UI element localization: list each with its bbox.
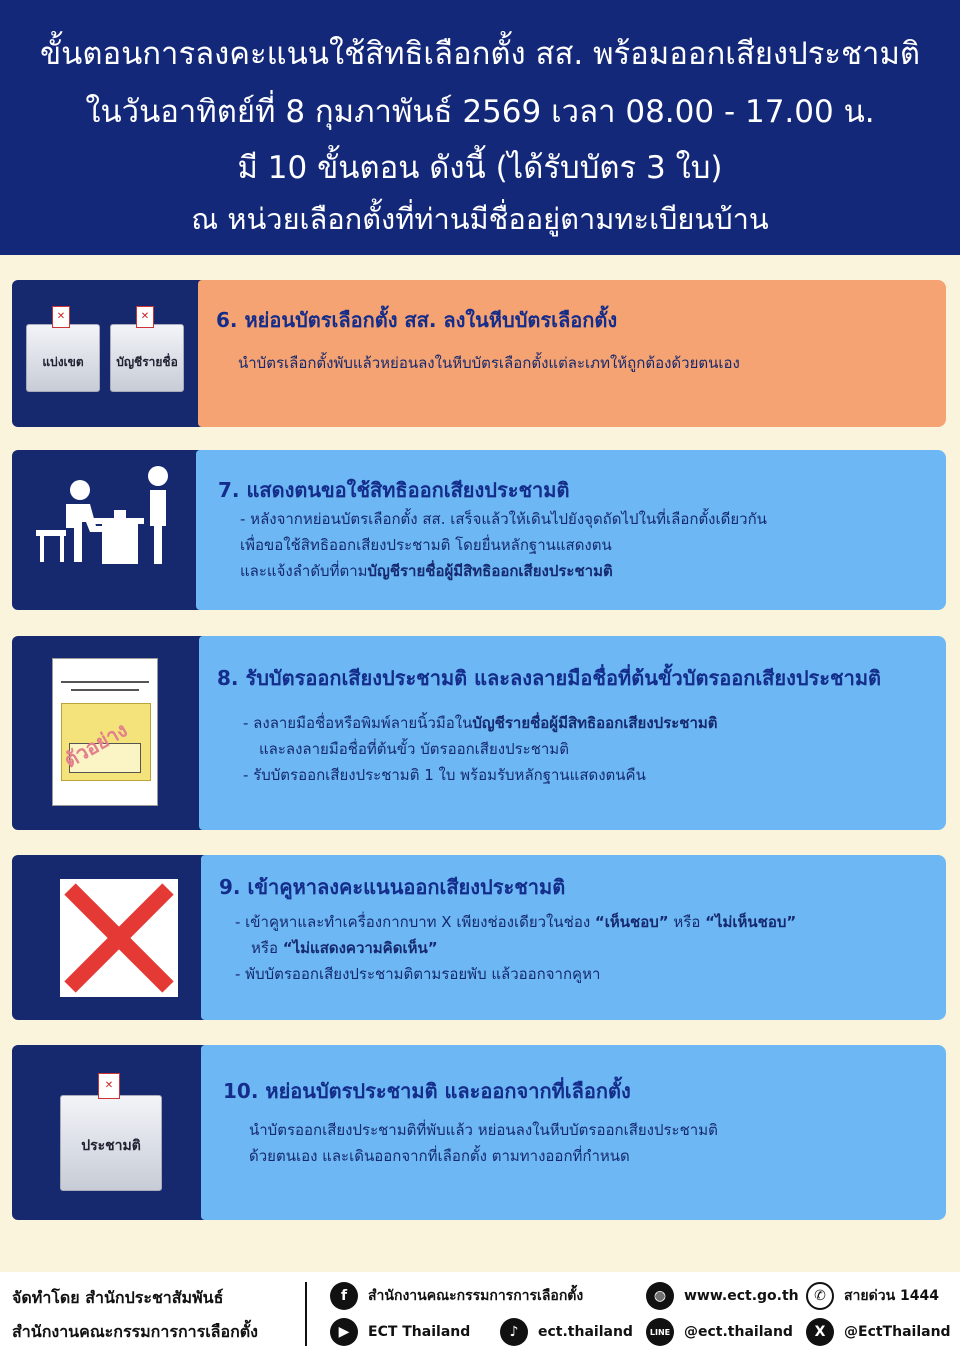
ballot-box-label-referendum: ประชามติ: [81, 1138, 141, 1155]
hotline-label: สายด่วน 1444: [844, 1288, 939, 1304]
step-10-icon-panel: [12, 1045, 212, 1220]
line-icon: LINE: [646, 1318, 674, 1346]
globe-icon: ◍: [646, 1282, 674, 1310]
step-7-body-3-bold: บัญชีรายชื่อผู้มีสิทธิออกเสียงประชามติ: [367, 562, 613, 580]
step-7-body-1: - หลังจากหย่อนบัตรเลือกตั้ง สส. เสร็จแล้วให้เดินไปยังจุดถัดไปในที่เลือกตั้งเดียวกัน: [240, 510, 767, 528]
header-steps-count: มี 10 ขั้นตอน ดังนี้ (ได้รับบัตร 3 ใบ): [237, 150, 723, 186]
footer-divider: [305, 1282, 307, 1346]
youtube-link[interactable]: [330, 1318, 470, 1346]
step-8: [12, 636, 946, 830]
facebook-label: สำนักงานคณะกรรมการการเลือกตั้ง: [368, 1288, 584, 1304]
x-icon: X: [806, 1318, 834, 1346]
header-banner: [0, 0, 960, 255]
ballot-box-icon: [26, 324, 100, 392]
step-9-body-2-text: หรือ: [251, 939, 283, 957]
step-8-body-1: [243, 710, 718, 737]
step-10-body-2: ด้วยตนเอง และเดินออกจากที่เลือกตั้ง ตามทางออกที่กำหนด: [249, 1147, 630, 1165]
step-6-title: 6. หย่อนบัตรเลือกตั้ง สส. ลงในหีบบัตรเลือกตั้ง: [216, 308, 618, 332]
step-10-body-1: นำบัตรออกเสียงประชามติที่พับแล้ว หย่อนลงในหีบบัตรออกเสียงประชามติ: [249, 1121, 718, 1139]
hotline-link[interactable]: [806, 1282, 939, 1310]
step-8-icon-panel: [12, 636, 212, 830]
step-7-body-3: [240, 558, 613, 585]
step-9-panel: [201, 855, 946, 1020]
step-7-title: 7. แสดงตนขอใช้สิทธิออกเสียงประชามติ: [218, 478, 570, 502]
step-7-panel: [196, 450, 946, 610]
x-label: @EctThailand: [844, 1324, 951, 1340]
step-7-body-3-text: และแจ้งลำดับที่ตาม: [240, 562, 368, 580]
step-8-title: 8. รับบัตรออกเสียงประชามติ และลงลายมือชื่อที่ต้นขั้วบัตรออกเสียงประชามติ: [217, 666, 882, 690]
step-8-body-1-text: - ลงลายมือชื่อหรือพิมพ์ลายนิ้วมือใน: [243, 714, 473, 732]
cross-mark-icon: [60, 879, 178, 997]
line-label: @ect.thailand: [684, 1324, 793, 1340]
facebook-icon: f: [330, 1282, 358, 1310]
line-link[interactable]: [646, 1318, 793, 1346]
step-9-option-approve: “เห็นชอบ”: [594, 913, 669, 931]
youtube-icon: ▶: [330, 1318, 358, 1346]
voter-registration-icon: [22, 460, 202, 580]
step-9-icon-panel: [12, 855, 212, 1020]
ballot-paper-icon: ✕: [98, 1073, 120, 1099]
ballot-paper-icon: ✕: [136, 306, 154, 328]
facebook-link[interactable]: [330, 1282, 583, 1310]
step-10-panel: [201, 1045, 946, 1220]
step-7-icon-panel: [12, 450, 212, 610]
step-9-body-1: [235, 909, 796, 936]
step-8-body-2: และลงลายมือชื่อที่ต้นขั้ว บัตรออกเสียงประชามติ: [259, 740, 569, 758]
step-10-title: 10. หย่อนบัตรประชามติ และออกจากที่เลือกตั้ง: [223, 1079, 631, 1103]
step-6-body: นำบัตรเลือกตั้งพับแล้วหย่อนลงในหีบบัตรเลือกตั้งแต่ละเภทให้ถูกต้องด้วยตนเอง: [238, 354, 740, 372]
step-6: [12, 280, 946, 427]
ballot-box-label-partylist: บัญชีรายชื่อ: [116, 354, 178, 369]
ballot-paper-icon: ✕: [52, 306, 70, 328]
footer-organization: สำนักงานคณะกรรมการการเลือกตั้ง: [12, 1322, 258, 1341]
ballot-box-icon: [60, 1095, 162, 1191]
referendum-ballot-icon: [52, 658, 158, 806]
step-6-panel: [198, 280, 946, 427]
step-10: [12, 1045, 946, 1220]
header-date: ในวันอาทิตย์ที่ 8 กุมภาพันธ์ 2569 เวลา 08.00 - 17.00 น.: [85, 94, 875, 130]
footer: [0, 1272, 960, 1358]
step-6-icon-panel: [12, 280, 212, 427]
step-9-title: 9. เข้าคูหาลงคะแนนออกเสียงประชามติ: [219, 875, 566, 899]
youtube-label: ECT Thailand: [368, 1324, 471, 1340]
step-8-panel: [199, 636, 946, 830]
phone-icon: ✆: [806, 1282, 834, 1310]
tiktok-icon: ♪: [500, 1318, 528, 1346]
tiktok-link[interactable]: [500, 1318, 633, 1346]
step-9-option-disapprove: “ไม่เห็นชอบ”: [705, 913, 797, 931]
step-8-body-3: - รับบัตรออกเสียงประชามติ 1 ใบ พร้อมรับหลักฐานแสดงตนคืน: [243, 766, 646, 784]
step-9-body-3: - พับบัตรออกเสียงประชามติตามรอยพับ แล้วออกจากคูหา: [235, 965, 601, 983]
website-link[interactable]: [646, 1282, 799, 1310]
tiktok-label: ect.thailand: [538, 1324, 633, 1340]
step-7-body-2: เพื่อขอใช้สิทธิออกเสียงประชามติ โดยยื่นหลักฐานแสดงตน: [240, 536, 612, 554]
ballot-box-icon: [110, 324, 184, 392]
step-9-body-2: [251, 935, 438, 962]
website-label: www.ect.go.th: [684, 1288, 799, 1304]
step-8-body-1-bold: บัญชีรายชื่อผู้มีสิทธิออกเสียงประชามติ: [472, 714, 718, 732]
x-link[interactable]: [806, 1318, 951, 1346]
ballot-box-label-district: แบ่งเขต: [42, 354, 84, 369]
step-9-body-1-text: - เข้าคูหาและทำเครื่องกากบาท X เพียงช่องเดียวในช่อง: [235, 913, 595, 931]
header-location: ณ หน่วยเลือกตั้งที่ท่านมีชื่ออยู่ตามทะเบียนบ้าน: [191, 202, 769, 236]
step-9-or: หรือ: [668, 913, 706, 931]
footer-producer: จัดทำโดย สำนักประชาสัมพันธ์: [12, 1288, 224, 1307]
sample-stamp: ตัวอย่าง: [59, 717, 132, 773]
header-title: ขั้นตอนการลงคะแนนใช้สิทธิเลือกตั้ง สส. พร้อมออกเสียงประชามติ: [39, 36, 921, 72]
step-9-option-abstain: “ไม่แสดงความคิดเห็น”: [282, 939, 438, 957]
step-7: [12, 450, 946, 610]
step-9: [12, 855, 946, 1020]
